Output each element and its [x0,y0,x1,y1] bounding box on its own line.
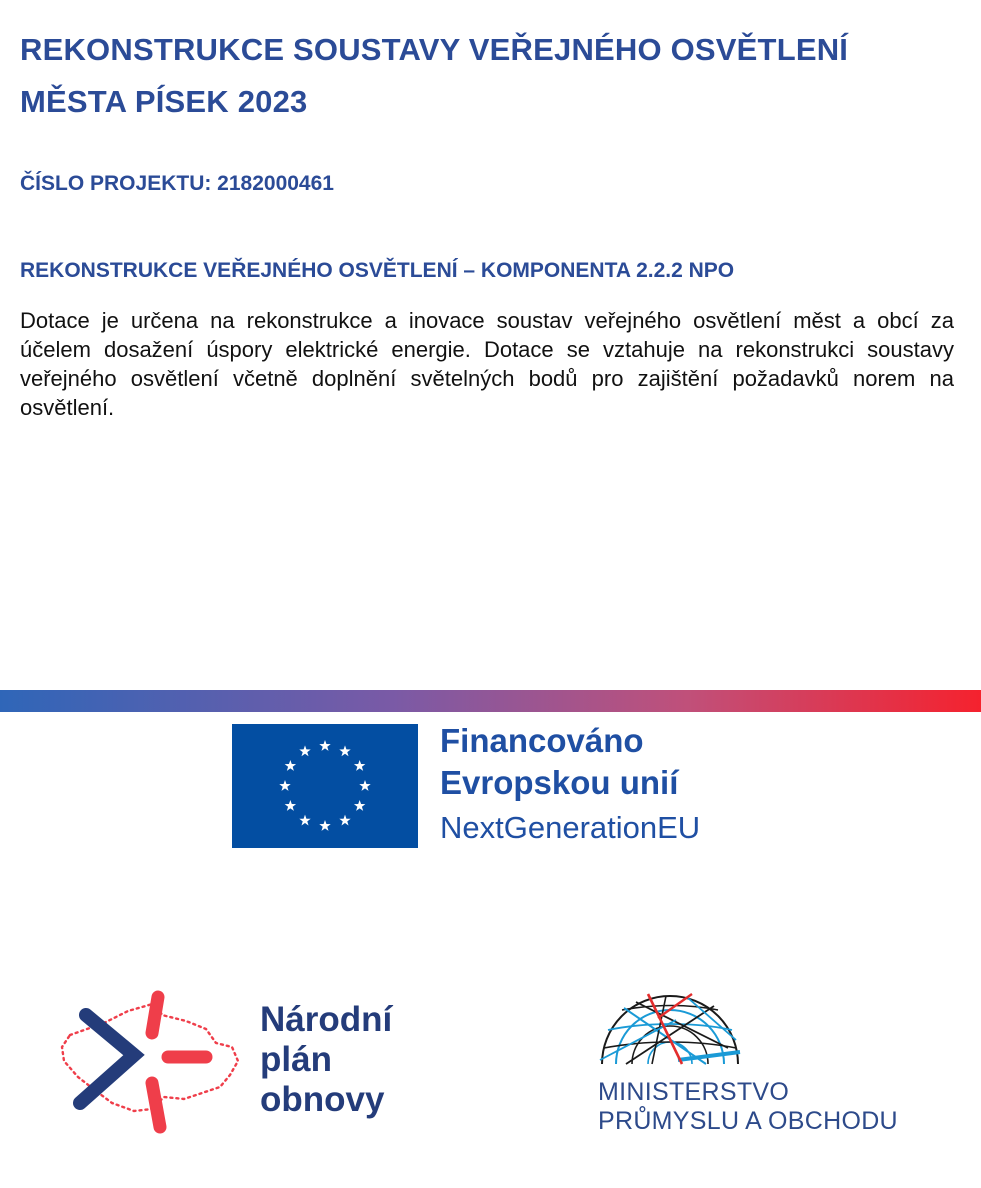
eu-line-1: Financováno [440,722,644,759]
npo-line-2: plán [260,1040,332,1079]
mpo-line-1: MINISTERSTVO [598,1078,790,1106]
npo-logo-text [260,1000,392,1120]
project-number: ČÍSLO PROJEKTU: 2182000461 [20,172,334,195]
eu-flag-icon [232,724,418,848]
npo-logo-icon [56,985,246,1137]
eu-line-3: NextGenerationEU [440,810,701,845]
page-title: REKONSTRUKCE SOUSTAVY VEŘEJNÉHO OSVĚTLENÍ MĚSTA PÍSEK 2023 [20,32,849,119]
mpo-globe-icon [596,990,744,1066]
eu-funding-text [440,720,700,852]
npo-line-1: Národní [260,1000,393,1039]
npo-line-3: obnovy [260,1080,385,1119]
section-heading: REKONSTRUKCE VEŘEJNÉHO OSVĚTLENÍ – KOMPONENTA 2.2.2 NPO [20,259,735,282]
description-text: Dotace je určena na rekonstrukce a inovace soustav veřejného osvětlení měst a obcí za účelem dosažení úspory elektrické energie. Dotace se vztahuje na rekonstrukci soustavy veřejného osvětlení včetně doplnění světelných bodů pro zajištění požadavků norem na osvětlení. [20,308,954,420]
gradient-divider [0,690,981,712]
mpo-logo-text [598,1078,898,1136]
mpo-line-2: PRŮMYSLU A OBCHODU [598,1107,898,1135]
eu-line-2: Evropskou unií [440,764,679,801]
